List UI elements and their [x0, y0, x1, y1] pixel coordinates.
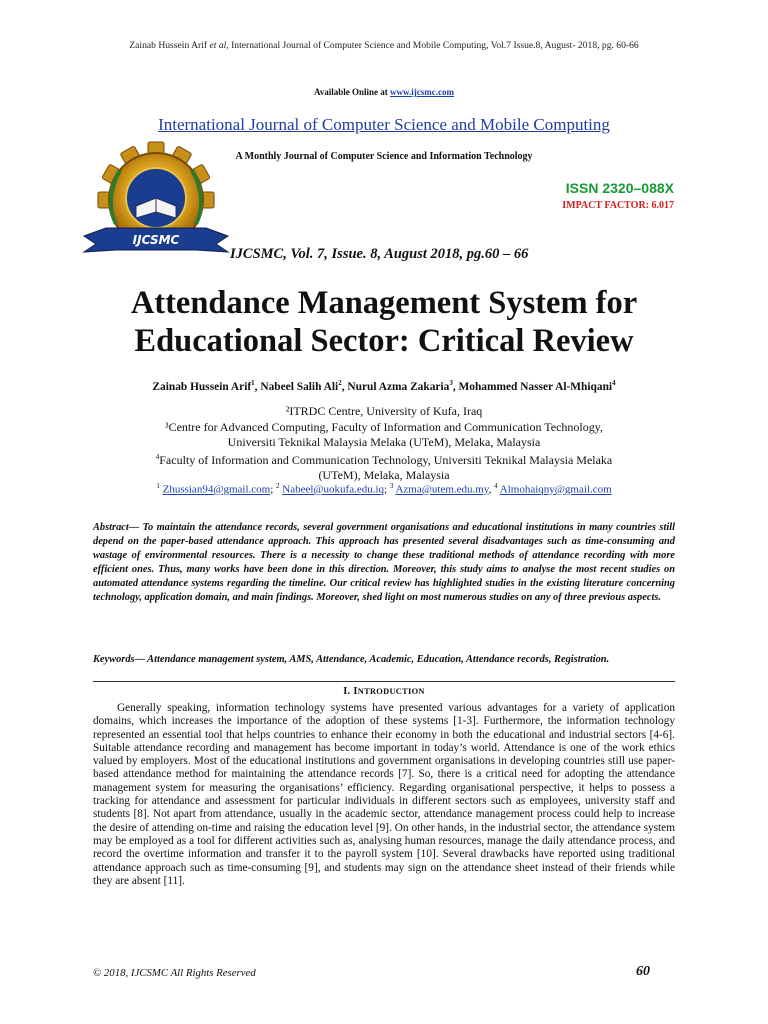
- running-header-etal: et al: [209, 40, 227, 51]
- email-mark: 4: [494, 482, 498, 490]
- paper-title-line-2: Educational Sector: Critical Review: [134, 323, 634, 359]
- introduction-body: [93, 702, 675, 888]
- running-header: [0, 40, 768, 51]
- email-separator: ;: [270, 483, 276, 496]
- author-affiliation-mark: 1: [251, 379, 255, 387]
- paper-title: [0, 284, 768, 360]
- email-link[interactable]: Azma@utem.edu.my: [395, 483, 489, 496]
- affiliation-3-mark: 4: [155, 453, 160, 461]
- keywords: Keywords— Attendance management system, AMS, Attendance, Academic, Education, Attendance records, Registration.: [93, 654, 610, 665]
- email-separator: ,: [488, 483, 495, 496]
- author-affiliation-mark: 3: [449, 379, 453, 387]
- affiliation-2-line-1: ³Centre for Advanced Computing, Faculty of Information and Communication Technology,: [164, 420, 603, 434]
- author-name: Nurul Azma Zakaria: [347, 380, 450, 393]
- paper-title-line-1: Attendance Management System for: [130, 285, 638, 321]
- page-number: 60: [636, 964, 650, 979]
- email-mark: 1: [156, 482, 160, 490]
- section-title-rest: NTRODUCTION: [357, 687, 425, 696]
- impact-factor: IMPACT FACTOR: 6.017: [562, 200, 674, 211]
- author-name: Zainab Hussein Arif: [152, 380, 252, 393]
- email-link[interactable]: Almohaiqny@gmail.com: [499, 483, 612, 496]
- journal-website-link[interactable]: www.ijcsmc.com: [390, 87, 455, 97]
- available-online: [0, 87, 768, 97]
- journal-title: International Journal of Computer Science and Mobile Computing: [158, 115, 610, 134]
- author-separator: ,: [254, 380, 261, 393]
- affiliation-2-line-2: Universiti Teknikal Malaysia Melaka (UTeM), Melaka, Malaysia: [227, 435, 541, 449]
- section-number: I.: [343, 686, 351, 697]
- author-separator: ,: [341, 380, 348, 393]
- author-list: [0, 379, 768, 393]
- email-link[interactable]: Nabeel@uokufa.edu.iq: [282, 483, 385, 496]
- running-header-author: Zainab Hussein Arif: [129, 40, 210, 51]
- introduction-paragraph: Generally speaking, information technology systems have presented various advantages for a variety of application domains, which increases the importance of the adoption of these systems [1-3]. Furthermore, the information technology represented an essential tool that helps countries to enhance their economy in both the educational and industrial sectors [4-6]. Suitable attendance recording and management has become important in today’s world. Attendance is one of the work ethics valued by employers. Most of the educational institutions and government organisations in developing countries still use paper-based attendance method for maintaining the attendance records [7]. So, there is a critical need for adopting the attendance management system for measuring the organisations’ efficiency. Regarding organisational perspective, it helps to possess a tracking for attendance and assessment for particular individuals in different sectors such as employees, university staff and students [8]. Not apart from attendance, usually in the academic sector, attendance management process could help to increase the desire of attending on-time and raising the education level [9]. On other hands, in the industrial sector, the attendance system may be employed as a tool for different activities such as, analysing human resources, manage the daily attendance process, and record the overtime information and transfer it to the payroll system [10]. Several drawbacks have reported using traditional attendance approach such as time-consuming [9], and students may sign on the attendance sheet instead of their friends while they are absent [11].: [93, 702, 675, 887]
- email-list: [0, 482, 768, 496]
- affiliation-2: [0, 420, 768, 450]
- affiliation-1: ²ITRDC Centre, University of Kufa, Iraq: [285, 404, 483, 418]
- journal-logo-icon: [76, 140, 236, 266]
- email-mark: 3: [389, 482, 394, 490]
- journal-logo-text: IJCSMC: [132, 233, 180, 247]
- footer-copyright: © 2018, IJCSMC All Rights Reserved: [93, 967, 256, 979]
- affiliation-3-line-2: (UTeM), Melaka, Malaysia: [318, 468, 450, 482]
- author-name: Mohammed Nasser Al-Mhiqani: [458, 380, 613, 393]
- available-online-label: Available Online at: [313, 87, 391, 97]
- abstract: Abstract— To maintain the attendance records, several government organisations and educational institutions in many countries still depend on the paper-based attendance approach. This approach has presented several disadvantages such as time-consuming and wastage of environmental resources. There is a necessity to change these traditional methods of attendance recording with more efficient ones. Thus, many works have been done in this direction. Moreover, this study aims to analyse the most recent studies on automated attendance systems regarding the timeline. Our critical review has highlighted studies in the existing literature concerning technology, application domain, and main findings. Moreover, shed light on most numerous studies on any of three previous aspects.: [93, 522, 675, 603]
- issn: ISSN 2320–088X: [565, 180, 674, 196]
- section-heading: [0, 686, 768, 697]
- section-title-initial: I: [353, 686, 358, 697]
- running-header-citation: , International Journal of Computer Science and Mobile Computing, Vol.7 Issue.8, August- 2018, pg. 60-66: [226, 40, 639, 51]
- volume-line: IJCSMC, Vol. 7, Issue. 8, August 2018, pg.60 – 66: [230, 246, 529, 262]
- email-link[interactable]: Zhussian94@gmail.com: [162, 483, 271, 496]
- affiliation-3-line-1: [0, 450, 768, 468]
- author-name: Nabeel Salih Ali: [260, 380, 339, 393]
- section-divider: [93, 681, 675, 682]
- affiliation-3: [0, 450, 768, 483]
- email-mark: 2: [276, 482, 280, 490]
- affiliation-3-text: Faculty of Information and Communication Technology, Universiti Teknikal Malaysia Melaka: [159, 453, 613, 467]
- author-affiliation-mark: 4: [612, 379, 616, 387]
- email-separator: ;: [384, 483, 390, 496]
- author-separator: ,: [452, 380, 459, 393]
- author-affiliation-mark: 2: [338, 379, 342, 387]
- journal-subtitle: A Monthly Journal of Computer Science and Information Technology: [235, 151, 533, 162]
